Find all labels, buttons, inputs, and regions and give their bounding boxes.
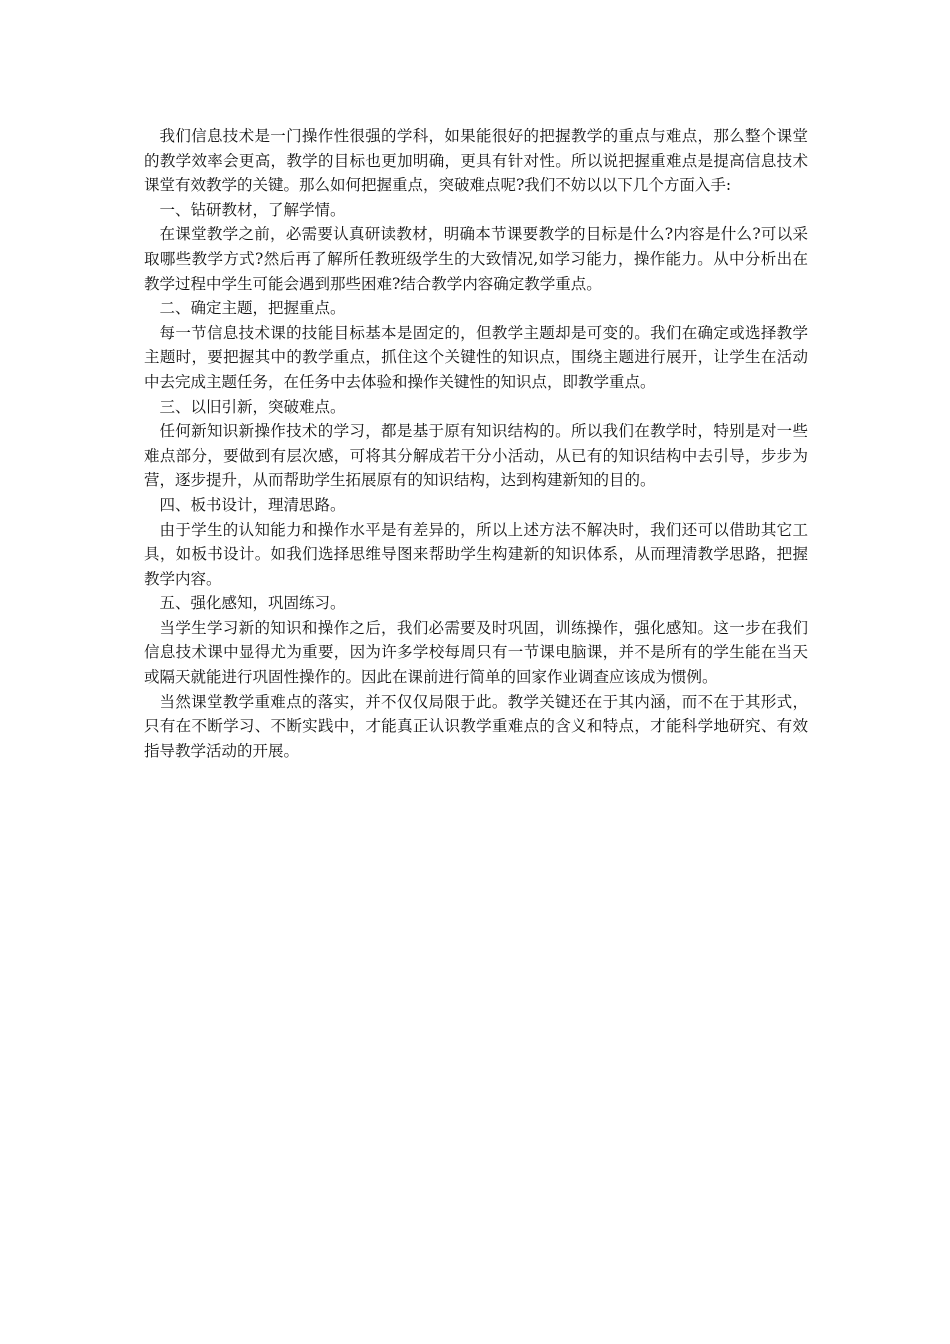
section-paragraph-4: 由于学生的认知能力和操作水平是有差异的，所以上述方法不解决时，我们还可以借助其它工具，如板书设计。如我们选择思维导图来帮助学生构建新的知识体系，从而理清教学思路，把握教学内容。: [144, 520, 808, 588]
section-paragraph-2: 每一节信息技术课的技能目标基本是固定的，但教学主题却是可变的。我们在确定或选择教学主题时，要把握其中的教学重点，抓住这个关键性的知识点，围绕主题进行展开，让学生在活动中去完成主题任务，在任务中去体验和操作关键性的知识点，即教学重点。: [144, 323, 808, 391]
section-paragraph-1: 在课堂教学之前，必需要认真研读教材，明确本节课要教学的目标是什么?内容是什么?可以采取哪些教学方式?然后再了解所任教班级学生的大致情况,如学习能力，操作能力。从中分析出在教学过程中学生可能会遇到那些困难?结合教学内容确定教学重点。: [144, 225, 808, 293]
section-heading-4: 四、板书设计，理清思路。: [159, 495, 346, 514]
section-paragraph-3: 任何新知识新操作技术的学习，都是基于原有知识结构的。所以我们在教学时，特别是对一些难点部分，要做到有层次感，可将其分解成若干分小活动，从已有的知识结构中去引导，步步为营，逐步提升，从而帮助学生拓展原有的知识结构，达到构建新知的目的。: [144, 422, 808, 490]
conclusion-paragraph: 当然课堂教学重难点的落实，并不仅仅局限于此。教学关键还在于其内涵，而不在于其形式，只有在不断学习、不断实践中，才能真正认识教学重难点的含义和特点，才能科学地研究、有效指导教学活动的开展。: [144, 692, 808, 760]
section-heading-5: 五、强化感知，巩固练习。: [159, 594, 346, 613]
section-heading-2: 二、确定主题，把握重点。: [159, 299, 346, 318]
section-heading-3: 三、以旧引新，突破难点。: [159, 397, 346, 416]
intro-paragraph: 我们信息技术是一门操作性很强的学科，如果能很好的把握教学的重点与难点，那么整个课堂的教学效率会更高，教学的目标也更加明确，更具有针对性。所以说把握重难点是提高信息技术课堂有效教学的关键。那么如何把握重点，突破难点呢?我们不妨以以下几个方面入手:: [144, 127, 808, 195]
document-body: [144, 124, 808, 763]
section-heading-1: 一、钻研教材，了解学情。: [159, 200, 346, 219]
section-paragraph-5: 当学生学习新的知识和操作之后，我们必需要及时巩固，训练操作，强化感知。这一步在我们信息技术课中显得尤为重要，因为许多学校每周只有一节课电脑课，并不是所有的学生能在当天或隔天就能进行巩固性操作的。因此在课前进行简单的回家作业调查应该成为惯例。: [144, 618, 808, 687]
